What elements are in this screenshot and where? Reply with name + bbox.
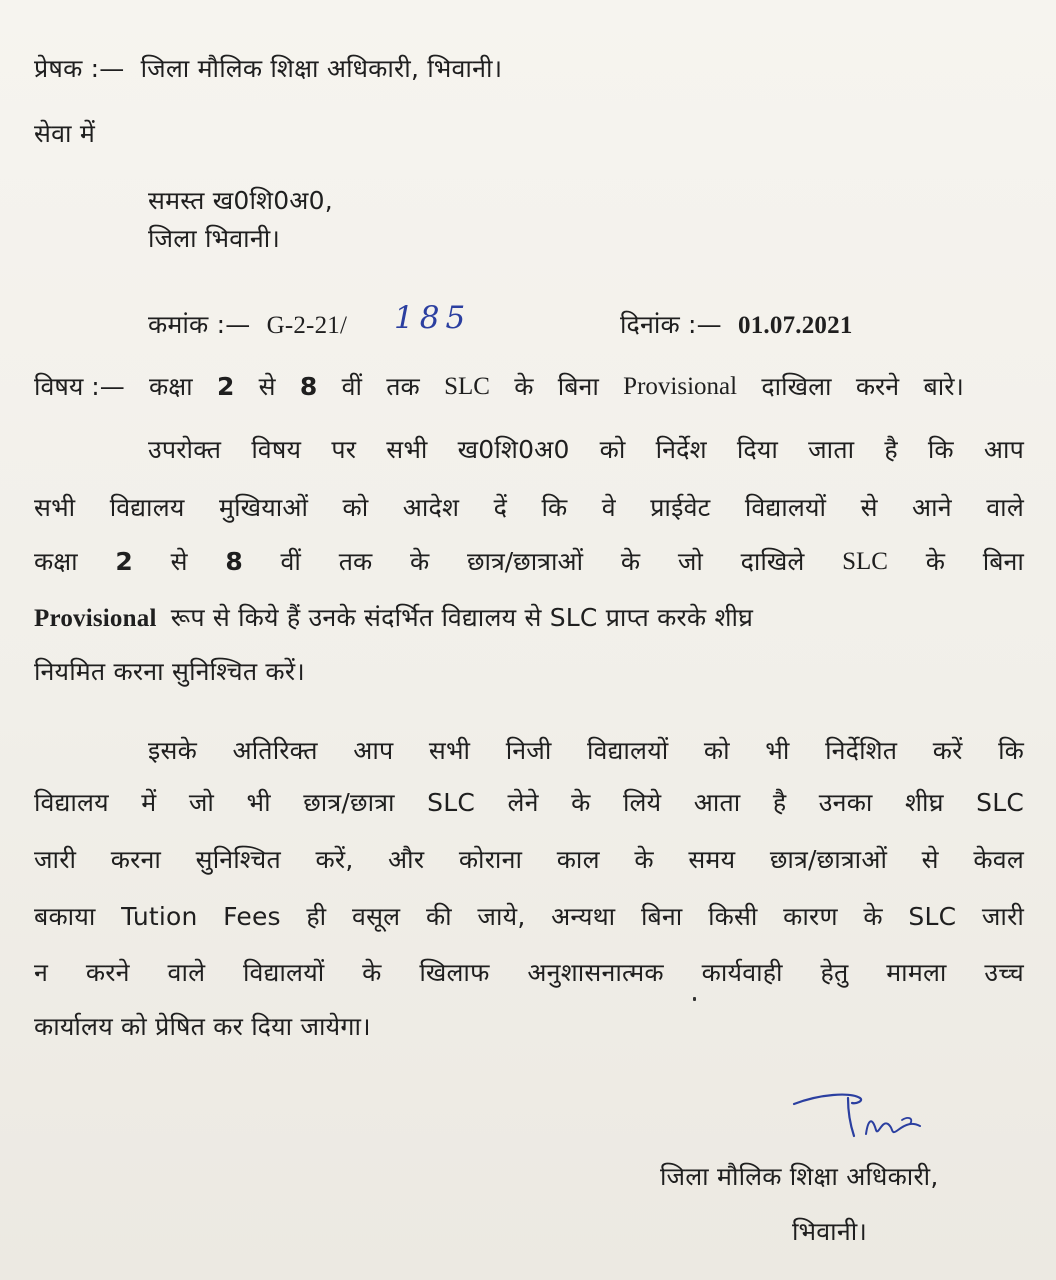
para1-line-4-text: रूप से किये हैं उनके संदर्भित विद्यालय से SLC प्राप्त करके शीघ्र — [170, 603, 754, 632]
subject-word: 2 — [216, 372, 235, 401]
subject-word: बिना — [557, 372, 599, 401]
para1-word: जो — [677, 547, 703, 576]
para1-word: के — [925, 547, 945, 576]
signature-scribble — [790, 1090, 940, 1150]
subject-word: के — [514, 372, 534, 401]
subject-word: से — [258, 372, 276, 401]
para1-word: छात्र/छात्राओं — [466, 547, 584, 576]
sender-label: प्रेषक :— — [34, 54, 125, 83]
para2-line-4: बकाया Tution Fees ही वसूल की जाये, अन्यथा बिना किसी कारण के SLC जारी — [34, 902, 1024, 931]
para1-word: के — [409, 547, 430, 576]
date-value: 01.07.2021 — [738, 312, 853, 339]
para1-word: के — [620, 547, 641, 576]
para2-line-1: इसके अतिरिक्त आप सभी निजी विद्यालयों को भी निर्देशित करें कि — [148, 736, 1024, 765]
para1-word: 8 — [225, 547, 243, 576]
sender-name: जिला मौलिक शिक्षा अधिकारी, भिवानी। — [140, 54, 503, 83]
para1-line-5: नियमित करना सुनिश्चित करें। — [34, 657, 305, 686]
para1-line-1: उपरोक्त विषय पर सभी ख0शि0अ0 को निर्देश दिया जाता है कि आप — [148, 435, 1024, 464]
subject-word: Provisional — [623, 373, 738, 400]
date-line — [620, 308, 853, 343]
para1-word: 2 — [115, 547, 133, 576]
para1-line-2: सभी विद्यालय मुखियाओं को आदेश दें कि वे प्राईवेट विद्यालयों से आने वाले — [34, 493, 1024, 522]
para2-line-3: जारी करना सुनिश्चित करें, और कोराना काल के समय छात्र/छात्राओं से केवल — [34, 845, 1024, 874]
para2-line-2: विद्यालय में जो भी छात्र/छात्रा SLC लेने के लिये आता है उनका शीघ्र SLC — [34, 788, 1024, 817]
subject-word: बारे। — [923, 372, 964, 401]
subject-label: विषय :— — [34, 372, 125, 401]
reference-handwritten-number: 185 — [394, 300, 472, 336]
reference-line — [148, 308, 347, 343]
subject-word: तक — [386, 372, 420, 401]
recipient-line-1: समस्त ख0शि0अ0, — [148, 186, 333, 215]
para1-word: तक — [338, 547, 373, 576]
ink-speck — [693, 997, 696, 1001]
sender-line — [34, 52, 502, 86]
recipient-line-2: जिला भिवानी। — [148, 224, 281, 253]
subject-word: 8 — [299, 372, 318, 401]
para1-word: दाखिले — [740, 547, 805, 576]
para1-line-4 — [34, 601, 1024, 636]
reference-number: G-2-21/ — [266, 312, 348, 339]
para2-line-5: न करने वाले विद्यालयों के खिलाफ अनुशासनात्मक कार्यवाही हेतु मामला उच्च — [34, 958, 1024, 987]
date-label: दिनांक :— — [620, 310, 722, 339]
to-label: सेवा में — [34, 119, 95, 148]
subject-word: करने — [855, 372, 900, 401]
para1-word: SLC — [842, 548, 888, 575]
para1-word: बिना — [982, 547, 1024, 576]
subject-word: वीं — [341, 372, 362, 401]
signatory-designation: जिला मौलिक शिक्षा अधिकारी, — [660, 1162, 939, 1191]
reference-label: कमांक :— — [148, 310, 251, 339]
para1-word: वीं — [280, 547, 301, 576]
para1-word: से — [170, 547, 188, 576]
subject-word: दाखिला — [761, 372, 832, 401]
subject-line — [34, 370, 964, 404]
subject-word: कक्षा — [149, 372, 193, 401]
para1-word: कक्षा — [34, 547, 78, 576]
para2-line-6: कार्यालय को प्रेषित कर दिया जायेगा। — [34, 1012, 371, 1041]
para1-line-3 — [34, 545, 1024, 579]
provisional-bold: Provisional — [34, 605, 157, 632]
subject-word: SLC — [444, 373, 490, 400]
signatory-place: भिवानी। — [792, 1217, 868, 1246]
